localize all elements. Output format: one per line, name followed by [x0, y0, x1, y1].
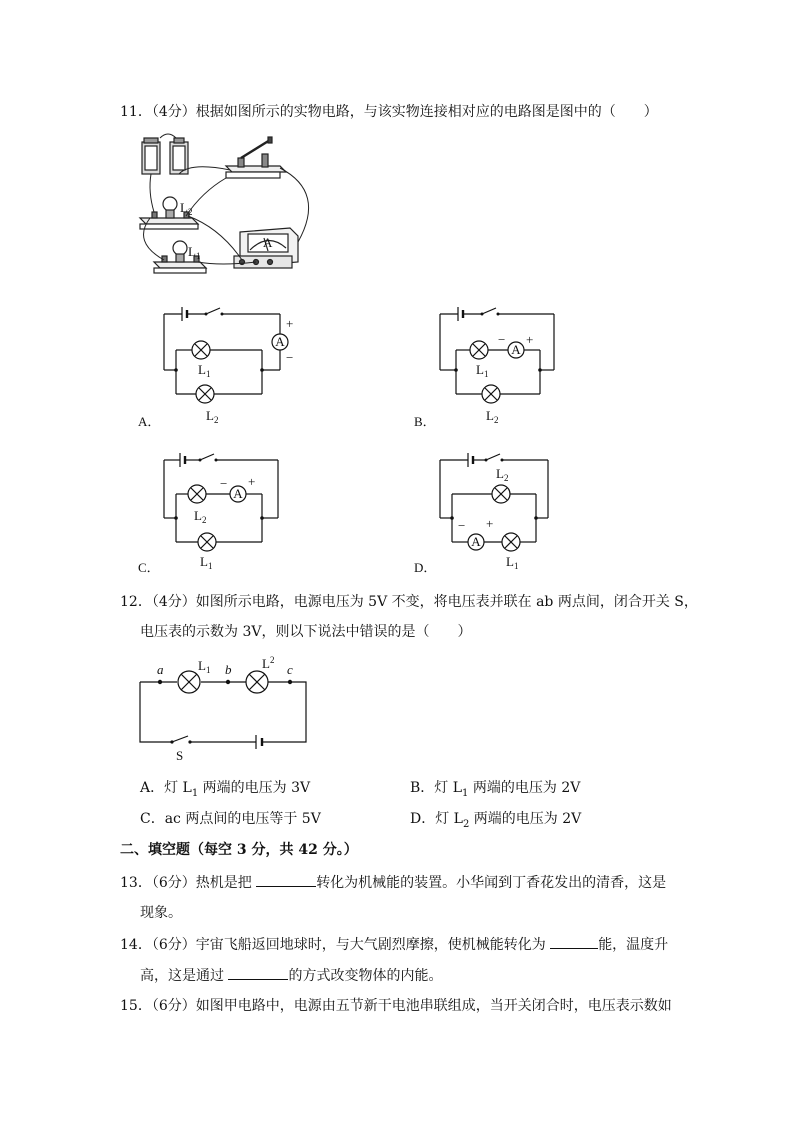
label-bottom-b: $L_2$ — [486, 408, 499, 425]
photo-ammeter-label: A — [263, 235, 273, 250]
lamp-bottom-c — [198, 533, 216, 551]
label-top-b: $L_1$ — [476, 362, 489, 379]
switch-blade — [200, 454, 214, 460]
battery-icon — [142, 138, 188, 174]
q12-circuit-diagram — [130, 656, 320, 766]
label-top-d: $L_2$ — [496, 466, 509, 483]
section-2-title: 二、填空题（每空 3 分，共 42 分。） — [120, 842, 358, 858]
minus-sign-d: − — [458, 518, 466, 533]
q12-stem-line2: 电压表的示数为 3V，则以下说法中错误的是（ ） — [140, 624, 472, 640]
switch-blade — [486, 454, 500, 460]
q14-blank-1[interactable] — [550, 934, 598, 949]
lamp-l2-label: $L^2$ — [262, 656, 275, 671]
q11-stem: 11．（4分）根据如图所示的实物电路，与该实物连接相对应的电路图是图中的（ ） — [120, 104, 658, 120]
label-top-c: $L_2$ — [194, 508, 207, 525]
q12-option-b: B．灯 $L_1$ 两端的电压为 2V — [410, 780, 581, 799]
option-letter-c: C． — [138, 560, 160, 575]
ammeter-b-letter: A — [511, 342, 521, 357]
option-letter-d: D． — [414, 560, 437, 575]
q13-blank-1[interactable] — [256, 872, 316, 887]
q12-option-a: A．灯 $L_1$ 两端的电压为 3V — [140, 780, 311, 799]
lamp-bottom-d — [502, 533, 520, 551]
minus-sign-a: − — [286, 350, 294, 365]
plus-sign-b: + — [526, 332, 534, 347]
q15-line1: 15．（6分）如图甲电路中，电源由五节新干电池串联组成，当开关闭合时，电压表示数如 — [120, 998, 672, 1014]
q13-line1: 13．（6分）热机是把 转化为机械能的装置。小华闻到丁香花发出的清香，这是 — [120, 872, 666, 893]
photo-l1-label: $L_1$ — [188, 244, 201, 261]
switch-blade — [206, 308, 220, 314]
q11-option-d-diagram — [406, 448, 576, 576]
label-bottom-a: $L_2$ — [206, 408, 219, 425]
point-b-label: b — [225, 662, 232, 677]
lamp-top-b — [470, 341, 488, 359]
label-bottom-c: $L_1$ — [200, 554, 213, 571]
q11-option-c-diagram — [130, 448, 300, 576]
option-letter-a: A． — [138, 414, 161, 429]
q12-option-d: D．灯 $L_2$ 两端的电压为 2V — [410, 811, 582, 830]
q14-blank-2[interactable] — [228, 965, 288, 980]
label-top-a: $L_1$ — [198, 362, 211, 379]
q11-option-a-diagram — [130, 302, 300, 430]
lamp-top-d — [492, 485, 510, 503]
ammeter-c-letter: A — [233, 486, 243, 501]
switch-blade — [482, 308, 496, 314]
option-letter-b: B． — [414, 414, 436, 429]
q11-option-b-diagram — [406, 302, 576, 430]
plus-sign-d: + — [486, 516, 494, 531]
minus-sign-c: − — [220, 476, 228, 491]
point-a-label: a — [157, 662, 164, 677]
photo-l2-label: $L_2$ — [180, 200, 193, 217]
plus-sign-c: + — [248, 474, 256, 489]
knife-switch-icon — [226, 137, 286, 178]
lamp-l1-label: $L_1$ — [198, 658, 211, 675]
plus-sign-a: + — [286, 316, 294, 331]
minus-sign-b: − — [498, 332, 506, 347]
q14-line2: 高，这是通过 的方式改变物体的内能。 — [140, 965, 442, 986]
lamp-bottom-a — [196, 385, 214, 403]
label-bottom-d: $L_1$ — [506, 554, 519, 571]
lamp-top-a — [192, 341, 210, 359]
lamp-bottom-b — [482, 385, 500, 403]
ammeter-a-letter: A — [275, 334, 285, 349]
q11-physical-circuit — [130, 132, 320, 282]
lamp-top-c — [188, 485, 206, 503]
q12-stem-line1: 12．（4分）如图所示电路，电源电压为 5V 不变，将电压表并联在 ab 两点间，闭合开关 S， — [120, 594, 698, 610]
q12-option-c: C．ac 两点间的电压等于 5V — [140, 811, 321, 827]
point-c-label: c — [287, 662, 293, 677]
ammeter-d-letter: A — [471, 534, 481, 549]
q14-line1: 14．（6分）宇宙飞船返回地球时，与大气剧烈摩擦，使机械能转化为 能，温度升 — [120, 934, 668, 955]
q13-line2: 现象。 — [140, 905, 182, 921]
switch-s-label: S — [176, 748, 184, 763]
